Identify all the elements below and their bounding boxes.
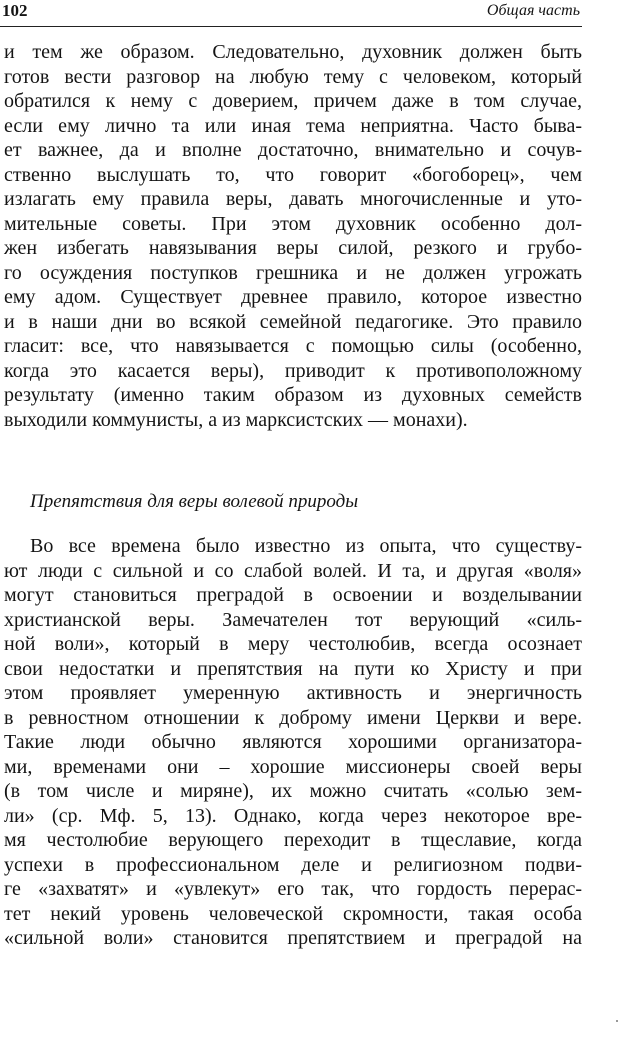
text-line: «сильной воли» становится препятствием и преградой на [4, 927, 582, 949]
text-line: ной воли», который в меру честолюбив, всегда осознает [4, 633, 582, 655]
text-line: излагать ему правила веры, давать многочисленные и уто- [4, 188, 582, 210]
text-line: ют люди с сильной и со слабой волей. И та, и другая «воля» [4, 559, 582, 582]
text-line: если ему лично та или иная тема неприятна. Часто быва- [4, 114, 582, 137]
text-line: успехи в профессиональном деле и религиозном подви- [4, 853, 582, 876]
text-line: выходили коммунисты, а из марксистских — монахи). [4, 408, 468, 431]
text-line: и тем же образом. Следовательно, духовник должен быть [4, 41, 582, 63]
text-line: и в наши дни во всякой семейной педагогике. Это правило [4, 310, 582, 333]
text-line: обратился к нему с доверием, причем даже в том случае, [4, 90, 582, 112]
text-line: (в том числе и миряне), их можно считать «солью зем- [4, 780, 582, 802]
text-line: когда это касается веры), приводит к противоположному [4, 359, 582, 382]
scan-speck [616, 1020, 618, 1022]
text-line: этом проявляет умеренную активность и энергичность [4, 682, 582, 704]
page-header [0, 2, 582, 27]
text-line: ет важнее, да и вполне достаточно, внимательно и сочув- [4, 139, 582, 161]
text-line: мя честолюбие верующего переходит в тщеславие, когда [4, 829, 582, 851]
text-line: могут становиться преградой в освоении и возделывании [4, 584, 582, 606]
text-line: готов вести разговор на любую тему с человеком, который [4, 65, 582, 88]
text-line: христианской веры. Замечателен тот верующий «силь- [4, 608, 582, 631]
section-subheading: Препятствия для веры волевой природы [30, 491, 359, 512]
text-line: жен избегать навязывания веры силой, резкого и грубо- [4, 237, 582, 259]
paragraph-1 [4, 40, 582, 432]
text-line: ственно выслушать то, что говорит «богоборец», чем [4, 163, 582, 186]
text-line: мительные советы. При этом духовник особенно дол- [4, 212, 582, 235]
running-title: Общая часть [486, 2, 580, 19]
text-line: в ревностном отношении к доброму имени Церкви и вере. [4, 706, 582, 729]
text-line: ге «захватят» и «увлекут» его так, что гордость перерас- [4, 878, 582, 900]
text-line: тет некий уровень человеческой скромности, такая особа [4, 902, 582, 925]
text-line: результату (именно таким образом из духовных семейств [4, 384, 582, 406]
text-line: ли» (ср. Мф. 5, 13). Однако, когда через некоторое вре- [4, 804, 582, 827]
text-line: ему адом. Существует древнее правило, которое известно [4, 286, 582, 308]
paragraph-2 [4, 534, 582, 951]
text-line: ми, временами они – хорошие миссионеры своей веры [4, 755, 582, 778]
text-line: го осуждения поступков грешника и не должен угрожать [4, 261, 582, 284]
text-line: Такие люди обычно являются хорошими организатора- [4, 731, 582, 753]
text-line: гласит: все, что навязывается с помощью силы (особенно, [4, 335, 582, 357]
text-line: свои недостатки и препятствия на пути ко Христу и при [4, 657, 582, 680]
text-line: Во все времена было известно из опыта, что существу- [30, 535, 582, 557]
page-number: 102 [2, 1, 28, 20]
